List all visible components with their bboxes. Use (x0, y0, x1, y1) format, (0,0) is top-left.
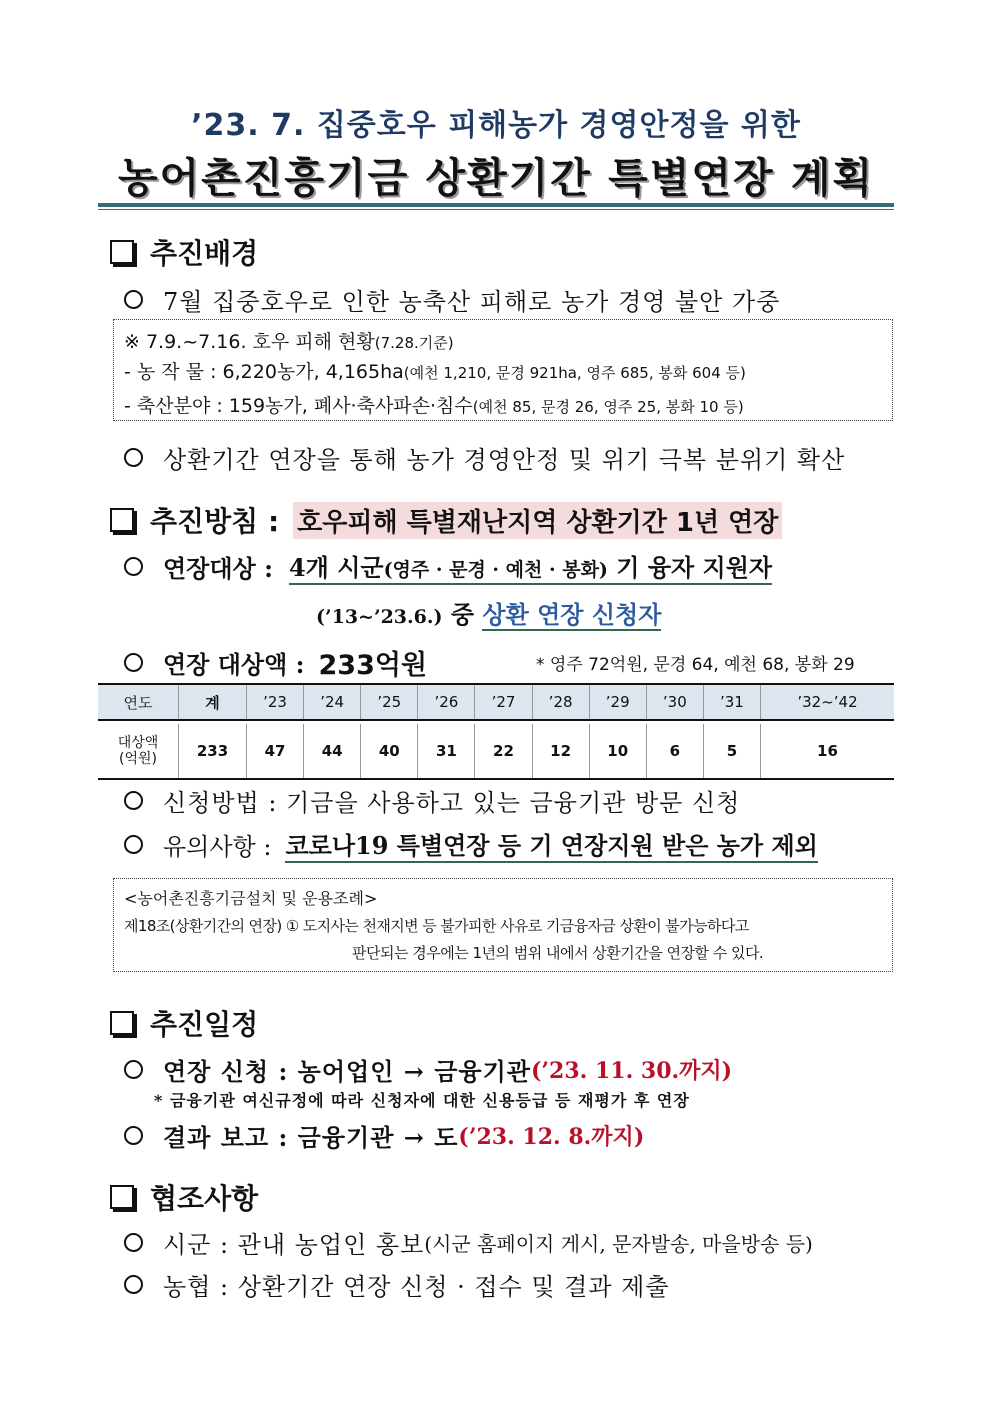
table-header-cell: ’28 (532, 684, 589, 720)
circle-bullet-icon (124, 1233, 143, 1252)
background-bullet-1 (124, 282, 780, 317)
table-header-cell: ’29 (589, 684, 646, 720)
table-header-cell: ’30 (646, 684, 703, 720)
background-bullet-2 (124, 440, 845, 475)
table-cell: 6 (646, 724, 703, 779)
ordinance-title: <농어촌진흥기금설치 및 운용조례> (124, 889, 378, 908)
amount-label: 연장 대상액 : (163, 650, 305, 679)
target-region-count: 4개 시군 (288, 553, 384, 582)
table-header-cell: ’32~’42 (760, 684, 894, 720)
title-divider (98, 203, 894, 210)
circle-bullet-icon (124, 557, 143, 576)
note-text: - 농 작 물 : 6,220농가, 4,165ha (124, 361, 404, 383)
schedule-deadline: (’23. 12. 8.까지) (458, 1124, 645, 1150)
table-header-cell: ’31 (703, 684, 760, 720)
table-header-cell: ’27 (475, 684, 532, 720)
target-regions: (영주 · 문경 · 예천 · 봉화) (383, 559, 608, 581)
damage-note-line-3 (124, 391, 744, 418)
note-text: ※ 7.9.~7.16. 호우 피해 현황 (124, 331, 375, 353)
cooperation-text: 농협 : 상환기간 연장 신청 · 접수 및 결과 제출 (163, 1273, 670, 1301)
amount-value: 233억원 (318, 650, 428, 681)
section-cooperation-heading (110, 1177, 258, 1217)
schedule-item-1-note: * 금융기관 여신규정에 따라 신청자에 대한 신용등급 등 재평가 후 연장 (154, 1091, 690, 1110)
table-cell: 47 (247, 724, 304, 779)
section-heading-label: 협조사항 (150, 1182, 259, 1215)
section-heading-label: 추진방침 : (150, 505, 280, 538)
cooperation-detail: (시군 홈페이지 게시, 문자발송, 마을방송 등) (424, 1232, 813, 1256)
section-heading-label: 추진일정 (150, 1008, 259, 1041)
schedule-item-2 (124, 1118, 644, 1153)
circle-bullet-icon (124, 290, 143, 309)
checkbox-square-icon (110, 1185, 134, 1209)
row-label-text: 대상액 (117, 735, 159, 751)
cooperation-text: 시군 : 관내 농업인 홍보 (163, 1231, 425, 1259)
table-cell: 10 (589, 724, 646, 779)
table-header-row (98, 684, 894, 720)
checkbox-square-icon (110, 240, 134, 264)
policy-target-line-2 (316, 595, 661, 630)
table-row-label (98, 724, 179, 779)
document-subtitle: ’23. 7. 집중호우 피해농가 경영안정을 위한 (191, 108, 801, 143)
target-applicants: 상환 연장 신청자 (482, 600, 662, 629)
damage-note-line-2 (124, 357, 746, 384)
circle-bullet-icon (124, 1126, 143, 1145)
table-header-cell: ’23 (247, 684, 304, 720)
cooperation-item-2 (124, 1267, 670, 1302)
table-cell: 40 (361, 724, 418, 779)
checkbox-square-icon (110, 1011, 134, 1035)
method-text: 신청방법 : 기금을 사용하고 있는 금융기관 방문 신청 (163, 789, 741, 817)
section-background-heading (110, 232, 258, 272)
circle-bullet-icon (124, 835, 143, 854)
table-header-cell: ’24 (304, 684, 361, 720)
note-text: - 축산분야 : 159농가, 폐사·축사파손·침수 (124, 395, 473, 417)
policy-amount-line (124, 643, 427, 682)
note-date: (7.28.기준) (374, 334, 454, 352)
caution-value: 코로나19 특별연장 등 기 연장지원 받은 농가 제외 (285, 826, 817, 863)
table-header-cell: 연도 (98, 684, 179, 720)
amount-by-year-table (98, 683, 894, 780)
checkbox-square-icon (110, 508, 134, 532)
damage-note-line-1 (124, 327, 454, 354)
table-cell: 12 (532, 724, 589, 779)
note-detail: (예천 85, 문경 26, 영주 25, 봉화 10 등) (472, 398, 744, 416)
policy-highlight: 호우피해 특별재난지역 상환기간 1년 연장 (293, 502, 782, 539)
schedule-deadline: (’23. 11. 30.까지) (530, 1058, 733, 1084)
bullet-text: 상환기간 연장을 통해 농가 경영안정 및 위기 극복 분위기 확산 (163, 446, 846, 474)
table-cell: 16 (760, 724, 894, 779)
schedule-item-text: 결과 보고 : 금융기관 → 도 (163, 1123, 459, 1152)
circle-bullet-icon (124, 1060, 143, 1079)
row-label-unit: (억원) (119, 751, 157, 767)
ordinance-line-1: 제18조(상환기간의 연장) ① 도지사는 천재지변 등 불가피한 사유로 기금융자금 상환이 불가능하다고 (124, 917, 749, 935)
target-label: 연장대상 : (163, 554, 273, 583)
ordinance-line-2: 판단되는 경우에는 1년의 범위 내에서 상환기간을 연장할 수 있다. (352, 944, 764, 962)
section-heading-label: 추진배경 (150, 237, 259, 270)
table-cell: 233 (179, 724, 247, 779)
apply-method-line (124, 783, 740, 818)
circle-bullet-icon (124, 448, 143, 467)
table-cell: 31 (418, 724, 475, 779)
table-header-cell: ’25 (361, 684, 418, 720)
circle-bullet-icon (124, 1275, 143, 1294)
table-cell: 44 (304, 724, 361, 779)
schedule-item-text: 연장 신청 : 농어업인 → 금융기관 (163, 1057, 531, 1086)
table-cell: 5 (703, 724, 760, 779)
amount-breakdown-note: * 영주 72억원, 문경 64, 예천 68, 봉화 29 (536, 655, 855, 675)
section-schedule-heading (110, 1003, 258, 1043)
document-title: 농어촌진흥기금 상환기간 특별연장 계획 (117, 154, 875, 202)
table-cell: 22 (475, 724, 532, 779)
apply-caution-line (124, 826, 818, 863)
note-detail: (예천 1,210, 문경 921ha, 영주 685, 봉화 604 등) (403, 364, 746, 382)
target-recipients: 기 융자 지원자 (607, 553, 773, 582)
table-header-cell: 계 (179, 684, 247, 720)
schedule-item-1 (124, 1052, 732, 1087)
section-policy-heading (110, 500, 782, 540)
target-value (289, 548, 772, 585)
cooperation-item-1 (124, 1225, 813, 1260)
policy-target-line-1 (124, 548, 772, 585)
target-period: (’13~’23.6.) (316, 606, 443, 628)
table-header-cell: ’26 (418, 684, 475, 720)
circle-bullet-icon (124, 791, 143, 810)
bullet-text: 7월 집중호우로 인한 농축산 피해로 농가 경영 불안 가중 (163, 288, 781, 316)
circle-bullet-icon (124, 653, 143, 672)
caution-label: 유의사항 : (163, 833, 272, 861)
table-row (98, 724, 894, 779)
target-joiner: 중 (442, 600, 483, 629)
